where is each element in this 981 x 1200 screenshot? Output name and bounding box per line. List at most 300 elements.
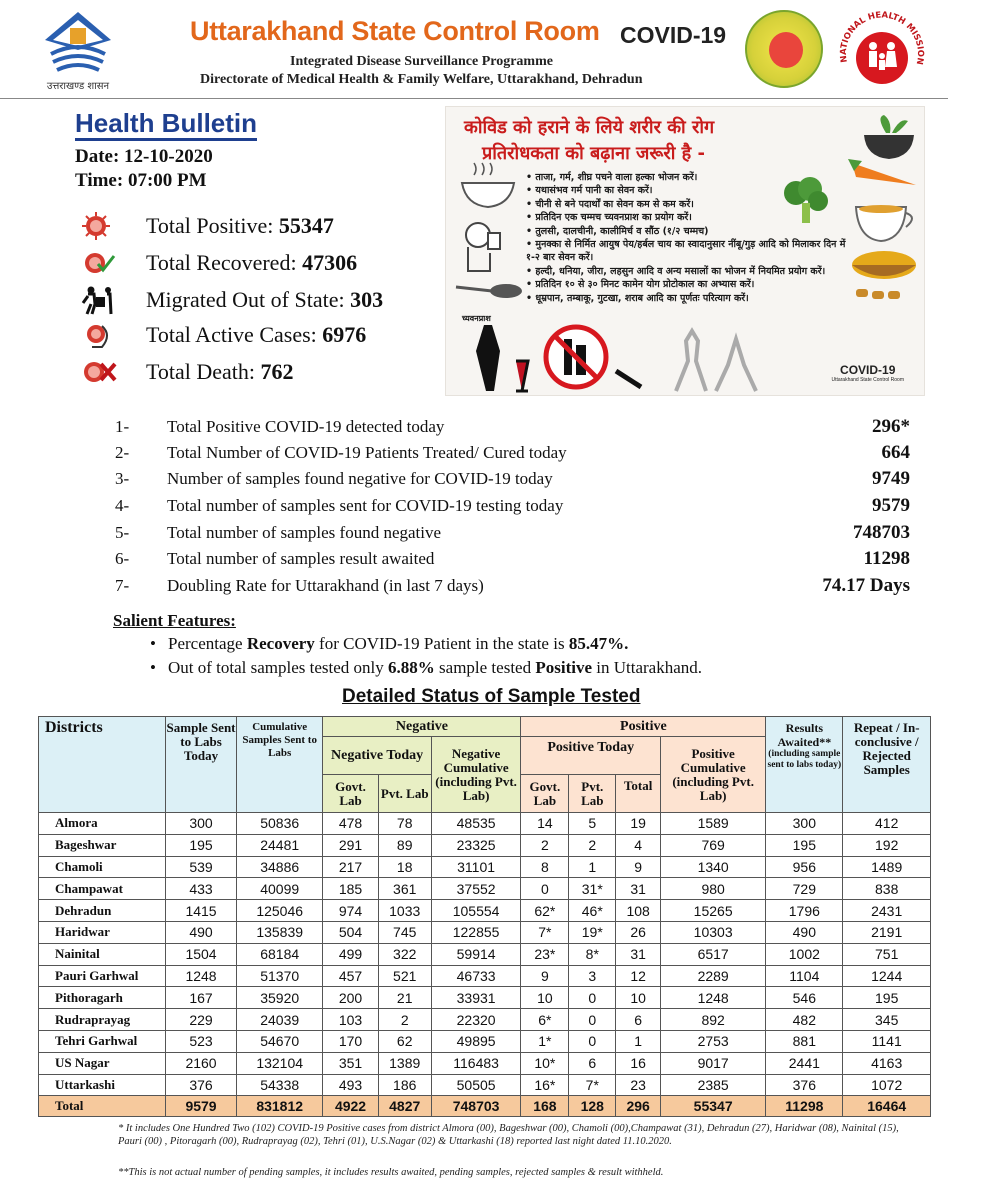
col-negative-cumulative: Negative Cumulative (including Pvt. Lab) bbox=[431, 737, 521, 813]
cell: 4827 bbox=[378, 1096, 431, 1117]
district-name: Chamoli bbox=[39, 856, 166, 878]
stat-value: 303 bbox=[350, 287, 384, 312]
cell: 135839 bbox=[236, 921, 322, 943]
item-label: Number of samples found negative for COVID-19 today bbox=[167, 469, 553, 489]
cell: 745 bbox=[378, 921, 431, 943]
item-number: 1- bbox=[115, 417, 130, 437]
cell: 128 bbox=[569, 1096, 616, 1117]
cell: 89 bbox=[378, 834, 431, 856]
poster-tip: • ताजा, गर्म, शीघ्र पचने वाला हल्का भोजन करें। bbox=[526, 171, 846, 184]
cell: 0 bbox=[521, 878, 569, 900]
cell: 40099 bbox=[236, 878, 322, 900]
feature-text: Percentage bbox=[168, 634, 247, 653]
stat-value: 762 bbox=[260, 359, 294, 384]
cell: 10303 bbox=[661, 921, 766, 943]
cell: 21 bbox=[378, 987, 431, 1009]
stat-migrated bbox=[80, 285, 440, 315]
cell: 296 bbox=[616, 1096, 661, 1117]
cell: 376 bbox=[766, 1074, 843, 1096]
stat-value: 6976 bbox=[322, 322, 367, 347]
cell: 7* bbox=[521, 921, 569, 943]
footnote-2: **This is not actual number of pending samples, it includes results awaited, pending samples, rejected samples & result withheld. bbox=[118, 1167, 664, 1178]
cell: 10 bbox=[521, 987, 569, 1009]
cell: 478 bbox=[323, 813, 378, 835]
cell: 457 bbox=[323, 965, 378, 987]
cell: 229 bbox=[166, 1009, 237, 1031]
col-cumulative: Cumulative Samples Sent to Labs bbox=[236, 717, 322, 813]
stat-total-death bbox=[80, 357, 440, 387]
cell: 2191 bbox=[843, 921, 931, 943]
item-value: 11298 bbox=[863, 548, 910, 570]
cell: 11298 bbox=[766, 1096, 843, 1117]
cell: 974 bbox=[323, 900, 378, 922]
cell: 6 bbox=[616, 1009, 661, 1031]
poster-tip: • यथासंभव गर्म पानी का सेवन करें। bbox=[526, 184, 846, 197]
cell: 167 bbox=[166, 987, 237, 1009]
cell: 185 bbox=[323, 878, 378, 900]
bulletin-date: Date: 12-10-2020 bbox=[75, 146, 213, 167]
cell: 195 bbox=[166, 834, 237, 856]
district-name: Dehradun bbox=[39, 900, 166, 922]
district-name: Nainital bbox=[39, 943, 166, 965]
idsp-logo bbox=[745, 10, 823, 88]
cell: 523 bbox=[166, 1030, 237, 1052]
col-negative-today: Negative Today bbox=[323, 737, 431, 775]
directorate-subtitle: Directorate of Medical Health & Family Welfare, Uttarakhand, Dehradun bbox=[200, 72, 643, 87]
recovered-icon bbox=[80, 248, 120, 278]
feature-bold: Recovery bbox=[246, 634, 315, 653]
cell: 2160 bbox=[166, 1052, 237, 1074]
cell: 345 bbox=[843, 1009, 931, 1031]
cell: 34886 bbox=[236, 856, 322, 878]
cell: 1141 bbox=[843, 1030, 931, 1052]
cell: 1* bbox=[521, 1030, 569, 1052]
district-name: Haridwar bbox=[39, 921, 166, 943]
item-label: Total number of samples found negative bbox=[167, 523, 442, 543]
item-number: 7- bbox=[115, 576, 130, 596]
cell: 6517 bbox=[661, 943, 766, 965]
cell: 68184 bbox=[236, 943, 322, 965]
item-number: 2- bbox=[115, 443, 130, 463]
cell: 132104 bbox=[236, 1052, 322, 1074]
cell: 433 bbox=[166, 878, 237, 900]
stat-total-recovered bbox=[80, 248, 440, 278]
poster-heading-2: प्रतिरोधकता को बढ़ाना जरूरी है - bbox=[482, 143, 705, 164]
soup-bowl-icon bbox=[460, 161, 516, 209]
cell: 23 bbox=[616, 1074, 661, 1096]
salient-title: Salient Features: bbox=[113, 611, 236, 630]
list-item bbox=[115, 520, 910, 547]
cell: 54670 bbox=[236, 1030, 322, 1052]
stat-value: 55347 bbox=[278, 213, 334, 238]
cell: 2289 bbox=[661, 965, 766, 987]
cell: 31 bbox=[616, 878, 661, 900]
poster-tip: • मुनक्का से निर्मित आयुष पेय/हर्बल चाय का स्वादानुसार नींबू/गुड़ आदि को मिलाकर दिन में १-२ बार सेवन करें। bbox=[526, 238, 846, 265]
cell: 24481 bbox=[236, 834, 322, 856]
cell: 33931 bbox=[431, 987, 521, 1009]
cell: 78 bbox=[378, 813, 431, 835]
cell: 2 bbox=[521, 834, 569, 856]
list-item bbox=[115, 573, 910, 600]
stat-label: Total Positive: bbox=[146, 213, 274, 238]
salient-feature-positivity bbox=[168, 658, 702, 678]
cell: 9 bbox=[616, 856, 661, 878]
cell: 10* bbox=[521, 1052, 569, 1074]
cell: 3 bbox=[569, 965, 616, 987]
salient-feature-recovery bbox=[168, 634, 628, 654]
cell: 831812 bbox=[236, 1096, 322, 1117]
nhm-emblem-icon bbox=[833, 6, 931, 98]
bulletin-title: Health Bulletin bbox=[75, 108, 257, 141]
stat-label: Total Death: bbox=[146, 359, 256, 384]
item-value: 9749 bbox=[872, 468, 910, 490]
cell: 8 bbox=[521, 856, 569, 878]
district-name: Bageshwar bbox=[39, 834, 166, 856]
cell: 35920 bbox=[236, 987, 322, 1009]
cell: 16464 bbox=[843, 1096, 931, 1117]
cell: 46* bbox=[569, 900, 616, 922]
col-negative: Negative bbox=[323, 717, 521, 737]
cell: 31 bbox=[616, 943, 661, 965]
cell: 16 bbox=[616, 1052, 661, 1074]
poster-tip: • चीनी से बने पदार्थों का सेवन कम से कम करें। bbox=[526, 198, 846, 211]
cell: 16* bbox=[521, 1074, 569, 1096]
table-row bbox=[39, 965, 931, 987]
cell: 195 bbox=[843, 987, 931, 1009]
feature-text: for COVID-19 Patient in the state is bbox=[314, 634, 569, 653]
cell: 200 bbox=[323, 987, 378, 1009]
cell: 482 bbox=[766, 1009, 843, 1031]
cell: 4 bbox=[616, 834, 661, 856]
cell: 24039 bbox=[236, 1009, 322, 1031]
table-row bbox=[39, 834, 931, 856]
item-value: 748703 bbox=[853, 522, 910, 544]
cell: 6* bbox=[521, 1009, 569, 1031]
table-total-row bbox=[39, 1096, 931, 1117]
district-name: Almora bbox=[39, 813, 166, 835]
poster-tip: • प्रतिदिन १० से ३० मिनट कामेन योग प्रोटोकाल का अभ्यास करें। bbox=[526, 278, 846, 291]
cell: 12 bbox=[616, 965, 661, 987]
results-awaited-label: Results Awaited** bbox=[777, 721, 832, 749]
cell: 9579 bbox=[166, 1096, 237, 1117]
district-name: Tehri Garhwal bbox=[39, 1030, 166, 1052]
col-neg-pvt-lab: Pvt. Lab bbox=[378, 775, 431, 813]
col-positive-today: Positive Today bbox=[521, 737, 661, 775]
poster-tip: • तुलसी, दालचीनी, कालीमिर्च व सौंठ (१/२ चम्मच) bbox=[526, 225, 846, 238]
table-row bbox=[39, 1074, 931, 1096]
poster-tip: • हल्दी, धनिया, जीरा, लहसुन आदि व अन्य मसालों का भोजन में नियमित प्रयोग करें। bbox=[526, 265, 846, 278]
poster-tips bbox=[526, 171, 846, 305]
cell: 351 bbox=[323, 1052, 378, 1074]
district-name: Uttarkashi bbox=[39, 1074, 166, 1096]
col-repeat-samples: Repeat / In-conclusive / Rejected Samples bbox=[843, 717, 931, 813]
item-number: 5- bbox=[115, 523, 130, 543]
cell: 46733 bbox=[431, 965, 521, 987]
poster-heading-1: कोविड को हराने के लिये शरीर की रोग bbox=[464, 117, 715, 138]
stat-text bbox=[146, 359, 294, 385]
stat-text bbox=[146, 322, 366, 348]
feature-value: 85.47%. bbox=[568, 634, 629, 653]
cell: 748703 bbox=[431, 1096, 521, 1117]
cell: 2431 bbox=[843, 900, 931, 922]
cell: 4922 bbox=[323, 1096, 378, 1117]
cell: 1796 bbox=[766, 900, 843, 922]
list-item bbox=[115, 546, 910, 573]
cell: 50836 bbox=[236, 813, 322, 835]
list-item bbox=[115, 466, 910, 493]
cell: 26 bbox=[616, 921, 661, 943]
item-number: 6- bbox=[115, 549, 130, 569]
cell: 125046 bbox=[236, 900, 322, 922]
col-neg-govt-lab: Govt. Lab bbox=[323, 775, 378, 813]
cell: 9017 bbox=[661, 1052, 766, 1074]
district-name: Pithoragarh bbox=[39, 987, 166, 1009]
list-item bbox=[115, 493, 910, 520]
cell: 186 bbox=[378, 1074, 431, 1096]
cell: 493 bbox=[323, 1074, 378, 1096]
poster-badge-sub: Uttarakhand State Control Room bbox=[831, 377, 904, 383]
page-title: Uttarakhand State Control Room bbox=[190, 16, 600, 46]
cell: 22320 bbox=[431, 1009, 521, 1031]
covid-label: COVID-19 bbox=[620, 22, 727, 48]
cell: 51370 bbox=[236, 965, 322, 987]
table-row bbox=[39, 1030, 931, 1052]
stat-total-positive bbox=[80, 211, 440, 241]
district-name: Rudraprayag bbox=[39, 1009, 166, 1031]
cell: 15265 bbox=[661, 900, 766, 922]
item-value: 296* bbox=[872, 416, 910, 438]
cell: 1389 bbox=[378, 1052, 431, 1074]
table-row bbox=[39, 943, 931, 965]
poster-tip: • धूम्रपान, तम्बाकू, गुटखा, शराब आदि का पूर्णतः परित्याग करें। bbox=[526, 292, 846, 305]
cell: 2 bbox=[569, 834, 616, 856]
turmeric-icon bbox=[846, 247, 922, 303]
stat-text bbox=[146, 287, 383, 313]
cell: 546 bbox=[766, 987, 843, 1009]
herbal-tea-icon bbox=[846, 199, 922, 245]
cell: 31101 bbox=[431, 856, 521, 878]
bulletin-time: Time: 07:00 PM bbox=[75, 170, 207, 191]
district-status-table bbox=[38, 716, 931, 1117]
death-icon bbox=[80, 357, 120, 387]
active-case-icon bbox=[80, 320, 120, 350]
cell: 0 bbox=[569, 987, 616, 1009]
cell: 59914 bbox=[431, 943, 521, 965]
cell: 108 bbox=[616, 900, 661, 922]
cell: 1072 bbox=[843, 1074, 931, 1096]
cell: 103 bbox=[323, 1009, 378, 1031]
uttarakhand-logo-icon bbox=[43, 10, 113, 76]
table-row bbox=[39, 921, 931, 943]
cell: 10 bbox=[616, 987, 661, 1009]
cell: 192 bbox=[843, 834, 931, 856]
table-title: Detailed Status of Sample Tested bbox=[342, 686, 641, 707]
cell: 490 bbox=[166, 921, 237, 943]
cell: 168 bbox=[521, 1096, 569, 1117]
cell: 361 bbox=[378, 878, 431, 900]
cell: 19 bbox=[616, 813, 661, 835]
header-divider bbox=[0, 98, 948, 99]
table-row bbox=[39, 900, 931, 922]
cell: 54338 bbox=[236, 1074, 322, 1096]
migrated-icon bbox=[80, 285, 120, 315]
cell: 300 bbox=[766, 813, 843, 835]
cell: 0 bbox=[569, 1009, 616, 1031]
cell: 23* bbox=[521, 943, 569, 965]
cell: 62* bbox=[521, 900, 569, 922]
cell: 14 bbox=[521, 813, 569, 835]
col-positive-cumulative: Positive Cumulative (including Pvt. Lab) bbox=[661, 737, 766, 813]
district-name: US Nagar bbox=[39, 1052, 166, 1074]
col-pos-govt-lab: Govt. Lab bbox=[521, 775, 569, 813]
cell: 23325 bbox=[431, 834, 521, 856]
cell: 50505 bbox=[431, 1074, 521, 1096]
cell: 37552 bbox=[431, 878, 521, 900]
list-item bbox=[115, 414, 910, 441]
cell: 412 bbox=[843, 813, 931, 835]
item-label: Total number of samples result awaited bbox=[167, 549, 435, 569]
cell: 217 bbox=[323, 856, 378, 878]
nhm-label: NATIONAL HEALTH MISSION bbox=[838, 10, 926, 66]
col-pos-pvt-lab: Pvt. Lab bbox=[569, 775, 616, 813]
cell: 2385 bbox=[661, 1074, 766, 1096]
cell: 521 bbox=[378, 965, 431, 987]
item-label: Total Positive COVID-19 detected today bbox=[167, 417, 445, 437]
item-number: 3- bbox=[115, 469, 130, 489]
cell: 19* bbox=[569, 921, 616, 943]
cell: 62 bbox=[378, 1030, 431, 1052]
footnote-1: * It includes One Hundred Two (102) COVID-19 Positive cases from district Almora (00), Bageshwar (00), Chamoli (00),Champawat (31), Dehradun (27), Haridwar (08), Nainital (15), Pauri (00) , Pitoragarh (00), Rudraprayag (02), Tehri (01), U.S.Nagar (02) & Uttarkashi (18) reported last night dated 11.10.2020. bbox=[118, 1123, 899, 1147]
programme-subtitle: Integrated Disease Surveillance Programme bbox=[290, 54, 553, 69]
poster-tip: • प्रतिदिन एक चम्मच च्यवनप्राश का प्रयोग करें। bbox=[526, 211, 846, 224]
uttarakhand-emblem bbox=[38, 10, 118, 95]
item-label: Total number of samples sent for COVID-19 testing today bbox=[167, 496, 564, 516]
cell: 1248 bbox=[661, 987, 766, 1009]
stat-label: Total Recovered: bbox=[146, 250, 297, 275]
cell: 490 bbox=[766, 921, 843, 943]
cell: 4163 bbox=[843, 1052, 931, 1074]
cell: 1 bbox=[569, 856, 616, 878]
poster-covid-badge bbox=[831, 363, 904, 383]
cell: 0 bbox=[569, 1030, 616, 1052]
stat-text bbox=[146, 250, 357, 276]
cell: 376 bbox=[166, 1074, 237, 1096]
cell: 1248 bbox=[166, 965, 237, 987]
cell: 322 bbox=[378, 943, 431, 965]
cell: 1244 bbox=[843, 965, 931, 987]
cell: 769 bbox=[661, 834, 766, 856]
col-positive: Positive bbox=[521, 717, 766, 737]
cell: 116483 bbox=[431, 1052, 521, 1074]
table-row bbox=[39, 987, 931, 1009]
item-number: 4- bbox=[115, 496, 130, 516]
feature-text: sample tested bbox=[434, 658, 536, 677]
government-label: उत्तराखण्ड शासन bbox=[46, 81, 110, 92]
cell: 1589 bbox=[661, 813, 766, 835]
cell: 1002 bbox=[766, 943, 843, 965]
feature-value: 6.88% bbox=[388, 658, 435, 677]
col-districts: Districts bbox=[39, 717, 166, 813]
cell: 956 bbox=[766, 856, 843, 878]
virus-icon bbox=[80, 211, 120, 241]
cell: 504 bbox=[323, 921, 378, 943]
cell: 881 bbox=[766, 1030, 843, 1052]
item-label: Doubling Rate for Uttarakhand (in last 7 days) bbox=[167, 576, 484, 596]
feature-text: Out of total samples tested only bbox=[168, 658, 389, 677]
stat-value: 47306 bbox=[302, 250, 358, 275]
feature-text: in Uttarakhand. bbox=[592, 658, 702, 677]
nhm-logo bbox=[833, 6, 931, 98]
table-row bbox=[39, 1052, 931, 1074]
cell: 31* bbox=[569, 878, 616, 900]
drinking-person-icon bbox=[460, 217, 512, 273]
item-value: 74.17 Days bbox=[822, 575, 910, 597]
poster-badge-label: COVID-19 bbox=[840, 363, 896, 377]
stat-label: Total Active Cases: bbox=[146, 322, 317, 347]
cell: 838 bbox=[843, 878, 931, 900]
immunity-poster bbox=[445, 106, 925, 396]
col-results-awaited bbox=[766, 717, 843, 813]
item-value: 9579 bbox=[872, 495, 910, 517]
cell: 291 bbox=[323, 834, 378, 856]
stat-active-cases bbox=[80, 320, 440, 350]
carrot-icon bbox=[846, 155, 922, 197]
cell: 49895 bbox=[431, 1030, 521, 1052]
cell: 2753 bbox=[661, 1030, 766, 1052]
stat-label: Migrated Out of State: bbox=[146, 287, 345, 312]
cell: 1033 bbox=[378, 900, 431, 922]
results-awaited-note: (including sample sent to labs today) bbox=[767, 749, 842, 770]
col-sample-sent: Sample Sent to Labs Today bbox=[166, 717, 237, 813]
cell: 2441 bbox=[766, 1052, 843, 1074]
cell: 5 bbox=[569, 813, 616, 835]
table-row bbox=[39, 1009, 931, 1031]
cell: 122855 bbox=[431, 921, 521, 943]
district-name: Champawat bbox=[39, 878, 166, 900]
list-item bbox=[115, 440, 910, 467]
cell: 539 bbox=[166, 856, 237, 878]
cell: 1489 bbox=[843, 856, 931, 878]
cell: 6 bbox=[569, 1052, 616, 1074]
cell: 55347 bbox=[661, 1096, 766, 1117]
col-pos-total: Total bbox=[616, 775, 661, 813]
cell: 2 bbox=[378, 1009, 431, 1031]
spoon-icon bbox=[452, 277, 526, 317]
cell: 1340 bbox=[661, 856, 766, 878]
cell: 1 bbox=[616, 1030, 661, 1052]
cell: 1504 bbox=[166, 943, 237, 965]
cell: 8* bbox=[569, 943, 616, 965]
cell: Total bbox=[39, 1096, 166, 1117]
cell: 105554 bbox=[431, 900, 521, 922]
table-row bbox=[39, 856, 931, 878]
cell: 7* bbox=[569, 1074, 616, 1096]
item-label: Total Number of COVID-19 Patients Treated/ Cured today bbox=[167, 443, 567, 463]
cell: 195 bbox=[766, 834, 843, 856]
stat-text bbox=[146, 213, 334, 239]
cell: 980 bbox=[661, 878, 766, 900]
feature-bold: Positive bbox=[535, 658, 592, 677]
cell: 18 bbox=[378, 856, 431, 878]
district-name: Pauri Garhwal bbox=[39, 965, 166, 987]
prohibited-items-icon bbox=[466, 321, 766, 393]
cell: 892 bbox=[661, 1009, 766, 1031]
table-row bbox=[39, 813, 931, 835]
covid-wordmark bbox=[620, 22, 726, 49]
cell: 751 bbox=[843, 943, 931, 965]
chyawanprash-label: च्यवनप्राश bbox=[462, 314, 491, 323]
cell: 499 bbox=[323, 943, 378, 965]
